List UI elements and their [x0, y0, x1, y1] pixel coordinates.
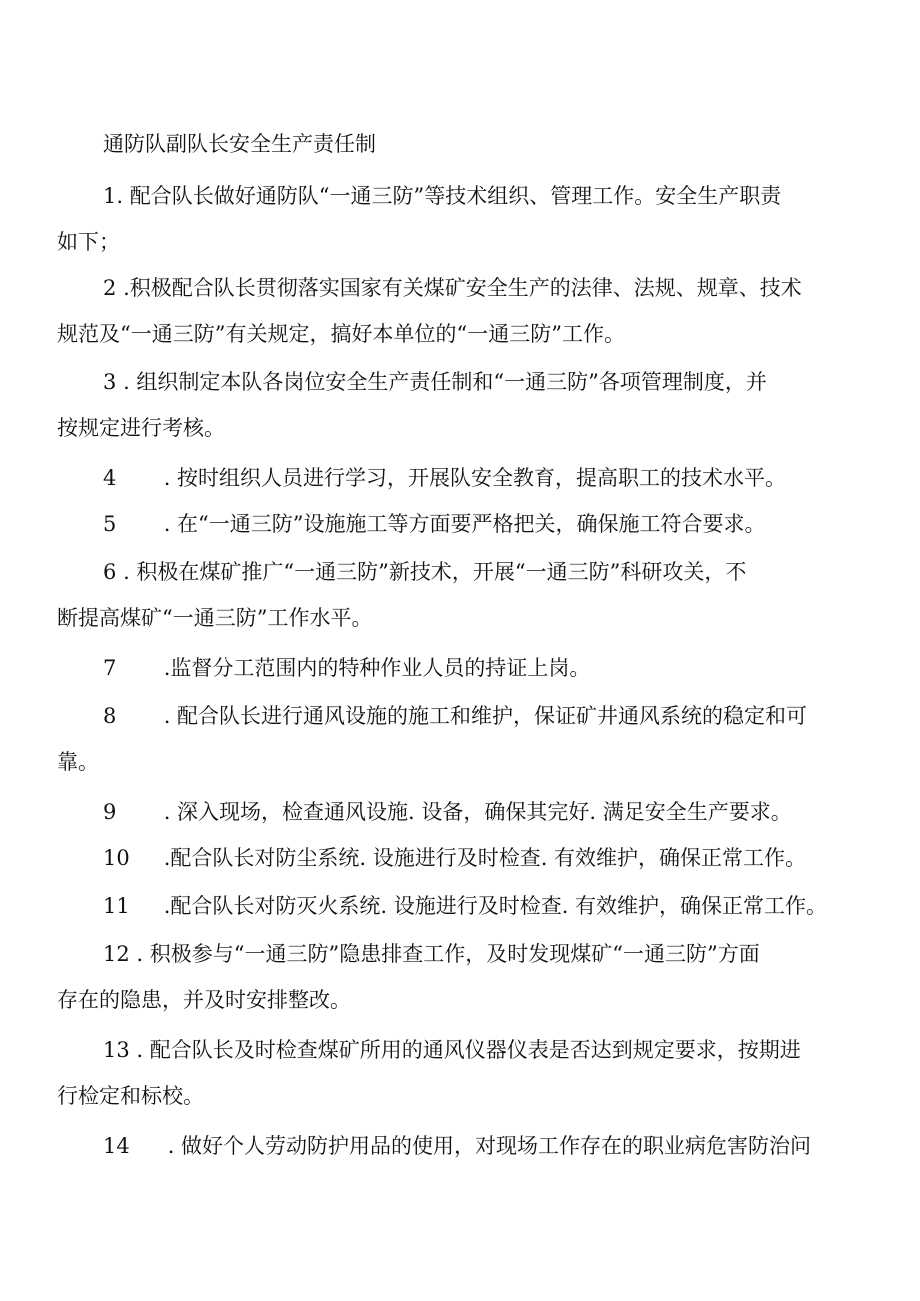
- item-text: . 在“一通三防”设施施工等方面要严格把关，确保施工符合要求。: [163, 512, 766, 536]
- item-text: . 组织制定本队各岗位安全生产责任制和“一通三防”各项管理制度，并: [123, 370, 767, 394]
- item-continuation: 按规定进行考核。: [57, 416, 225, 440]
- item-number: 9: [103, 800, 117, 824]
- item-number: 6: [103, 560, 117, 584]
- document-title: 通防队副队长安全生产责任制: [103, 132, 376, 156]
- item-text: . 配合队长及时检查煤矿所用的通风仪器仪表是否达到规定要求，按期进: [136, 1038, 801, 1062]
- list-item: [103, 1034, 801, 1066]
- item-text: .配合队长对防尘系统. 设施进行及时检查. 有效维护，确保正常工作。: [163, 846, 807, 870]
- list-item: [103, 1130, 811, 1162]
- item-text: .配合队长对防灭火系统. 设施进行及时检查. 有效维护，确保正常工作。: [163, 894, 828, 918]
- item-continuation: 行检定和标校。: [57, 1084, 204, 1108]
- item-text: . 积极在煤矿推广“一通三防”新技术，开展“一通三防”科研攻关，不: [123, 560, 747, 584]
- item-text: . 按时组织人员进行学习，开展队安全教育，提高职工的技术水平。: [163, 466, 787, 490]
- list-item: [103, 366, 767, 398]
- list-item: [103, 652, 590, 684]
- item-continuation: 存在的隐患，并及时安排整改。: [57, 988, 351, 1012]
- item-number: 10: [103, 846, 130, 870]
- list-item: [103, 272, 802, 304]
- list-item: [103, 842, 806, 874]
- list-item: [103, 180, 781, 212]
- list-item: [103, 700, 807, 732]
- item-text: . 做好个人劳动防护用品的使用，对现场工作存在的职业病危害防治问: [167, 1134, 812, 1158]
- item-continuation: 靠。: [57, 750, 99, 774]
- item-text: .积极配合队长贯彻落实国家有关煤矿安全生产的法律、法规、规章、技术: [123, 276, 802, 300]
- item-number: 2: [103, 276, 117, 300]
- item-number: 5: [103, 512, 117, 536]
- item-text: . 配合队长进行通风设施的施工和维护，保证矿井通风系统的稳定和可: [163, 704, 808, 728]
- item-text: .监督分工范围内的特种作业人员的持证上岗。: [163, 656, 591, 680]
- item-text: . 深入现场，检查通风设施. 设备，确保其完好. 满足安全生产要求。: [163, 800, 792, 824]
- list-item: [103, 508, 766, 540]
- item-number: 3: [103, 370, 117, 394]
- item-number: 13: [103, 1038, 130, 1062]
- item-number: 12: [103, 942, 130, 966]
- list-item: [103, 556, 746, 588]
- item-number: 4: [103, 466, 117, 490]
- item-text: 配合队长做好通防队“一通三防”等技术组织、管理工作。安全生产职责: [129, 184, 782, 208]
- item-continuation: 规范及“一通三防”有关规定，搞好本单位的“一通三防”工作。: [57, 322, 625, 346]
- list-item: [103, 462, 786, 494]
- list-item: [103, 890, 827, 922]
- item-number: 7: [103, 656, 117, 680]
- list-item: [103, 796, 792, 828]
- item-number: 1.: [103, 184, 124, 208]
- item-continuation: 如下；: [57, 230, 120, 254]
- item-continuation: 断提高煤矿“一通三防”工作水平。: [57, 606, 373, 630]
- item-number: 14: [103, 1134, 130, 1158]
- item-number: 11: [103, 894, 130, 918]
- item-number: 8: [103, 704, 117, 728]
- item-text: . 积极参与“一通三防”隐患排查工作，及时发现煤矿“一通三防”方面: [136, 942, 760, 966]
- list-item: [103, 938, 760, 970]
